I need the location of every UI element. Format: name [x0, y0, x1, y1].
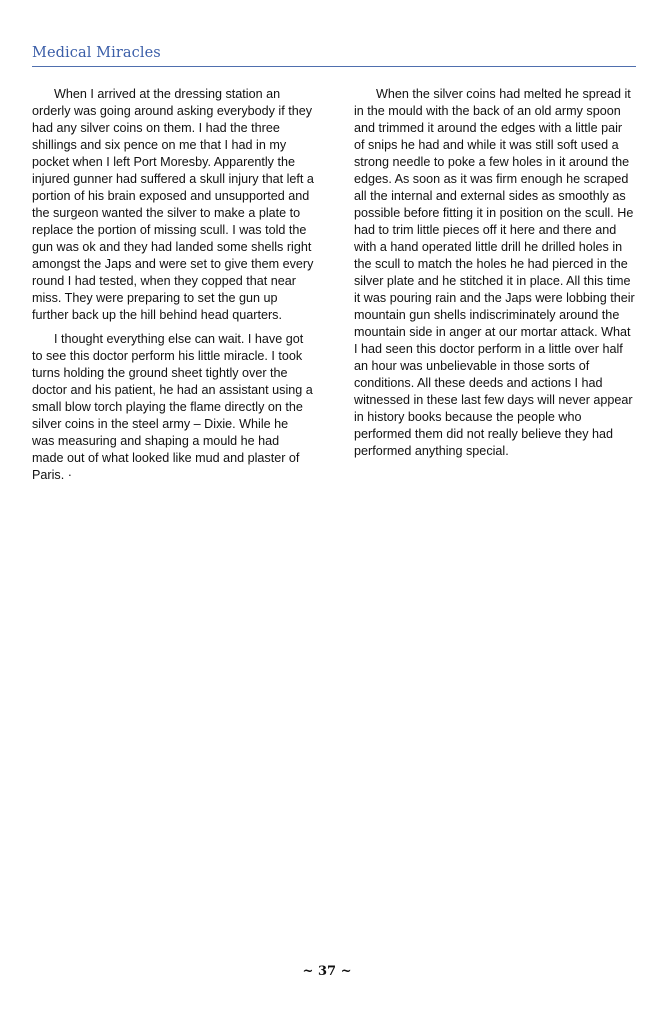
right-text-column [354, 86, 636, 467]
running-header [32, 44, 636, 67]
chapter-title: Medical Miracles [32, 45, 161, 61]
paragraph: When I arrived at the dressing station an orderly was going around asking everybody if they had any silver coins on them. I had the three shillings and six pence on me that I had in my pocket when I left Port Moresby. Apparently the injured gunner had suffered a skull injury that left a portion of his brain exposed and unsupported and the surgeon wanted the silver to make a plate to replace the portion of missing scull. I was told the gun was ok and they had landed some shells right amongst the Japs and were set to give them every round I had tested, when they copped that near miss. They were preparing to set the gun up further back up the hill behind head quarters. [32, 87, 314, 322]
paragraph: I thought everything else can wait. I have got to see this doctor perform his little miracle. I took turns holding the ground sheet tightly over the doctor and his patient, he had an assistant using a small blow torch playing the flame directly on the silver coins in the steel army – Dixie. While he was measuring and shaping a mould he had made out of what looked like mud and plaster of Paris. · [32, 332, 313, 482]
paragraph: When the silver coins had melted he spread it in the mould with the back of an old army spoon and trimmed it around the edges with a little pair of snips he had and while it was still soft used a strong needle to poke a few holes in it around the edges. As soon as it was firm enough he scraped all the internal and external sides as smoothly as possible before fitting it in position on the scull. He had to trim little pieces off it here and there and with a hand operated little drill he drilled holes in the scull to match the holes he had pierced in the silver plate and he stitched it in place. All this time it was pouring rain and the Japs were lobbing their mountain gun shells indiscriminately around the mountain side in anger at our mortar attack. What I had seen this doctor perform in a little over half an hour was unbelievable in those sorts of conditions. All these deeds and actions I had witnessed in these last few days will never appear in history books because the people who performed them did not really believe they had performed anything special. [354, 87, 635, 458]
page-number: ~ 37 ~ [302, 964, 352, 979]
left-text-column [32, 86, 314, 491]
